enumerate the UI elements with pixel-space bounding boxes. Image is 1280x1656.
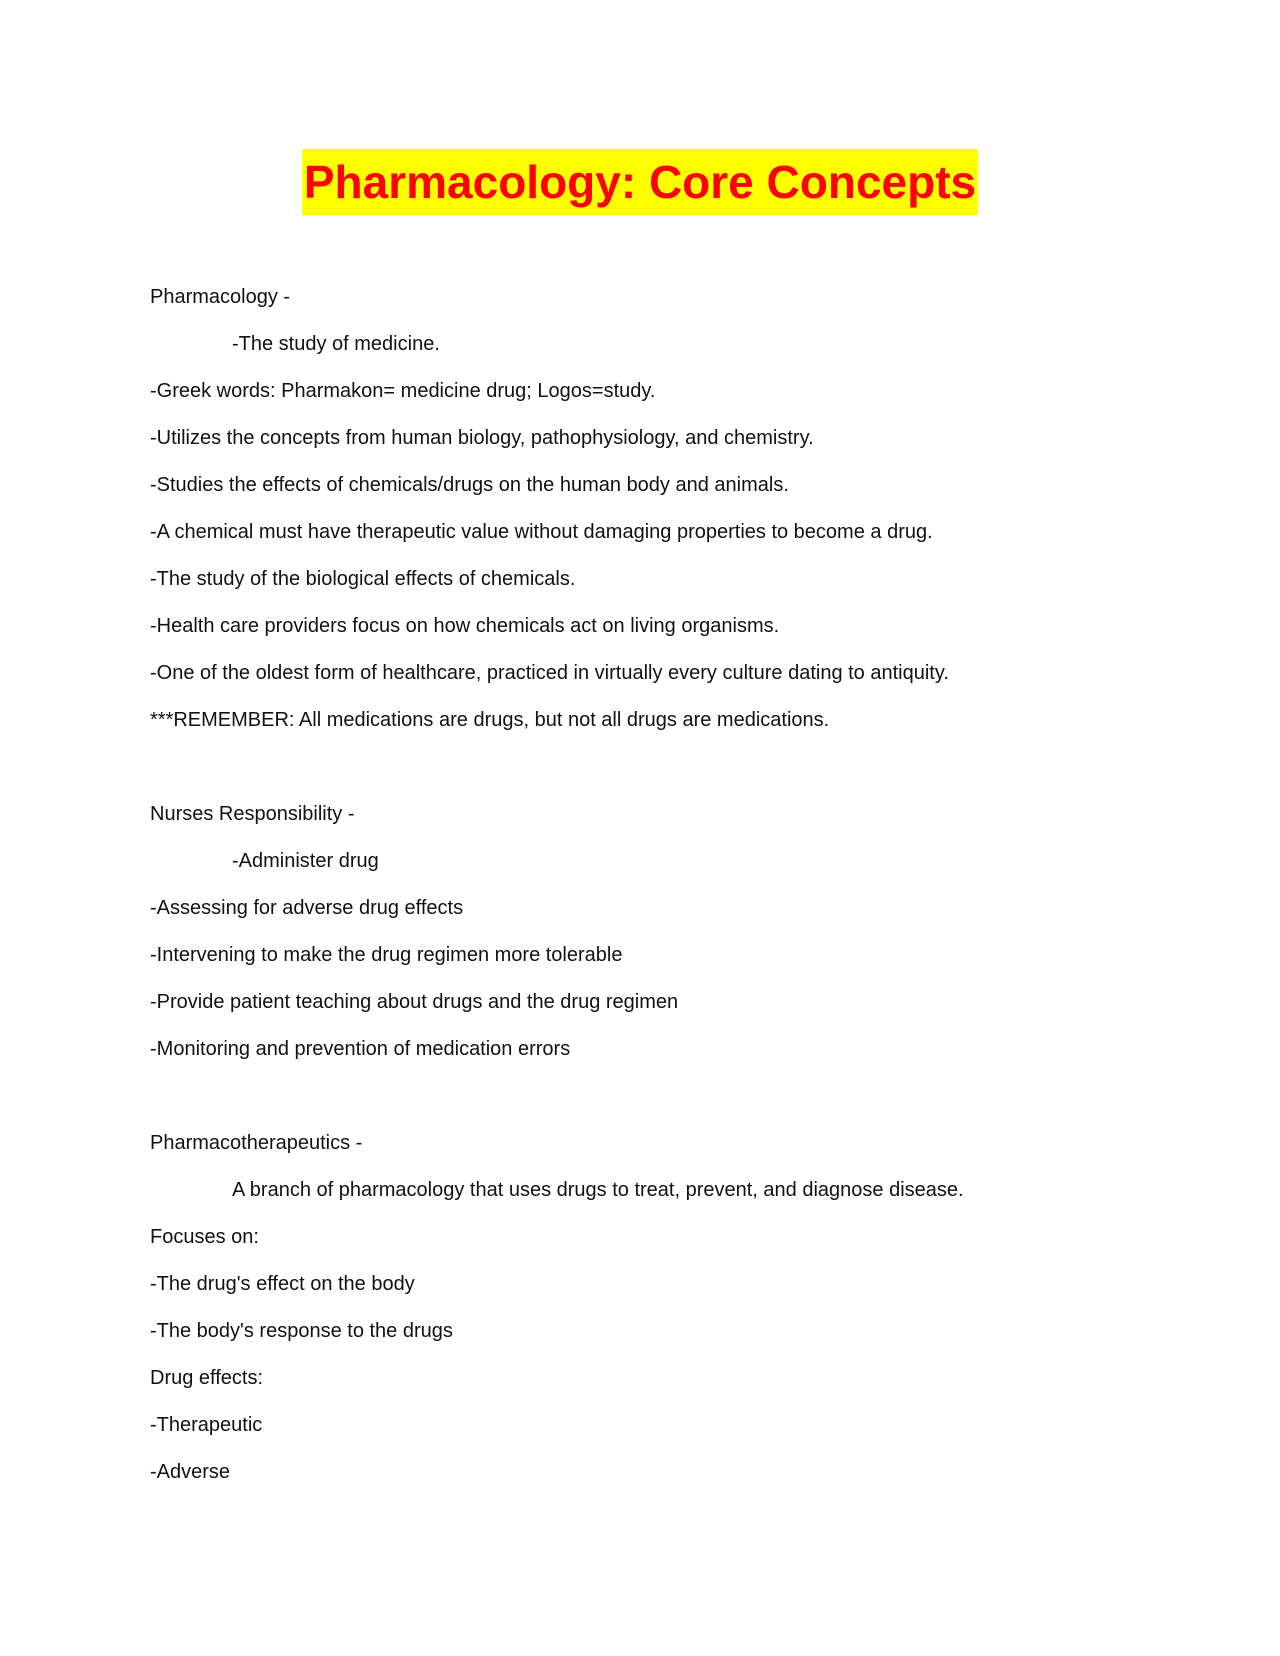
body-line: -Assessing for adverse drug effects [150,897,464,919]
body-line: -A chemical must have therapeutic value without damaging properties to become a drug. [150,521,933,543]
body-line: Focuses on: [150,1226,259,1248]
section-nurses-responsibility [150,791,1190,1073]
body-line: -Adverse [150,1461,231,1483]
indented-line: A branch of pharmacology that uses drugs to treat, prevent, and diagnose disease. [232,1179,964,1201]
body-line: -Therapeutic [150,1414,263,1436]
body-line: -One of the oldest form of healthcare, practiced in virtually every culture dating to antiquity. [150,662,949,684]
body-line: -Studies the effects of chemicals/drugs on the human body and animals. [150,474,789,496]
body-line: -Health care providers focus on how chemicals act on living organisms. [150,615,780,637]
body-line: -Intervening to make the drug regimen more tolerable [150,944,623,966]
body-line: -The body's response to the drugs [150,1320,453,1342]
document-body [150,274,1190,1496]
body-line: -Utilizes the concepts from human biology, pathophysiology, and chemistry. [150,427,814,449]
title-container [0,149,1280,215]
body-line: Drug effects: [150,1367,264,1389]
paragraph-spacer [150,1073,1190,1120]
body-line: -Monitoring and prevention of medication errors [150,1038,571,1060]
body-line: -Greek words: Pharmakon= medicine drug; Logos=study. [150,380,656,402]
section-pharmacotherapeutics [150,1120,1190,1496]
paragraph-spacer [150,744,1190,791]
page-title: Pharmacology: Core Concepts [302,149,978,215]
section-heading: Pharmacotherapeutics - [150,1132,363,1154]
remember-note: ***REMEMBER: All medications are drugs, but not all drugs are medications. [150,709,830,731]
section-heading: Pharmacology - [150,286,291,308]
section-heading: Nurses Responsibility - [150,803,355,825]
indented-line: -Administer drug [232,850,379,872]
body-line: -Provide patient teaching about drugs and the drug regimen [150,991,679,1013]
section-pharmacology [150,274,1190,744]
body-line: -The study of the biological effects of chemicals. [150,568,576,590]
body-line: -The drug's effect on the body [150,1273,415,1295]
indented-line: -The study of medicine. [232,333,440,355]
